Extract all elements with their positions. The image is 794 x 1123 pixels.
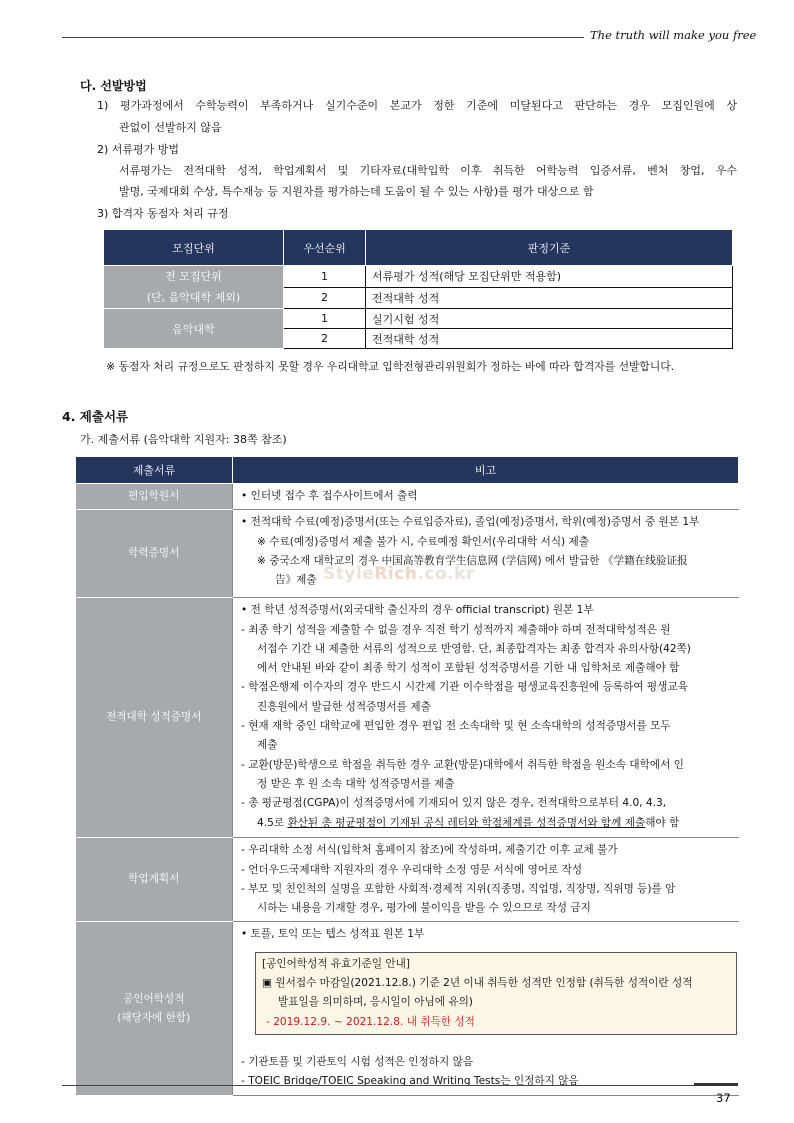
remark-line: 서접수 기간 내 제출한 서류의 성적으로 반영함. 단, 최종합격자는 최종 합격자 유의사항(42쪽) [257,642,691,655]
rank-cell: 1 [284,309,366,329]
group-music: 음악대학 [104,309,284,349]
remark-line: ※ 중국소재 대학교의 경우 中国高等教育学生信息网 (学信网) 에서 발급한 《学籍在线验证报 [257,554,688,567]
row-label-study-plan: 학업계획서 [76,838,233,922]
selection-item-1-line2: 관없이 선발하지 않음 [119,121,222,134]
remark-line: 정 받은 후 원 소속 대학 성적증명서를 제출 [257,777,455,790]
remark-line: • 인터넷 접수 후 접수사이트에서 출력 [241,490,418,502]
footer-mark [694,1083,738,1086]
header-document: 제출서류 [76,457,233,484]
rank-cell: 2 [284,287,366,309]
tie-table-header [104,230,733,266]
table-row [76,598,739,838]
header-unit: 모집단위 [104,230,284,266]
header-rule [62,37,584,38]
section-title-selection: 다. 선발방법 [80,79,147,93]
remark-text: 해야 함 [645,816,680,829]
remark-line: - 우리대학 소정 서식(입학처 홈페이지 참조)에 작성하며, 제출기간 이후 교체 불가 [241,844,618,857]
watermark-part: Rich [374,564,418,584]
remark-line: - 현재 재학 중인 대학교에 편입한 경우 편입 전 소속대학 및 현 소속대학의 성적증명서를 모두 [241,720,671,733]
remark-line: 진흥원에서 발급한 성적증명서를 제출 [257,700,431,713]
selection-item-2-line1: 서류평가는 전적대학 성적, 학업계획서 및 기타자료(대학입학 이후 취득한 어학능력 입증서류, 벤처 창업, 우수 [119,164,737,177]
header-remarks: 비고 [233,457,739,484]
remark-line: • 토플, 토익 또는 텝스 성적표 원본 1부 [241,928,425,941]
remark-line: - 기관토플 및 기관토익 시험 성적은 인정하지 않음 [241,1055,474,1068]
tie-breaker-table [103,229,733,349]
remark-line: ※ 수료(예정)증명서 제출 불가 시, 수료예정 확인서(우리대학 서식) 제출 [257,535,590,548]
remark-line: 시하는 내용을 기재할 경우, 평가에 불이익을 받을 수 있으므로 작성 금지 [257,902,591,915]
remark-line: - TOEIC Bridge/TOEIC Speaking and Writing Tests는 인정하지 않음 [241,1075,579,1088]
group-all-units-line1: 전 모집단위 [165,270,222,283]
documents-table-header [76,457,739,484]
selection-item-2-title: 2) 서류평가 방법 [97,143,180,156]
row-body-transcript [233,598,739,838]
criterion-cell: 전적대학 성적 [366,287,733,309]
notice-date-range: - 2019.12.9. ~ 2021.12.8. 내 취득한 성적 [266,1015,475,1028]
footer-rule [62,1085,738,1086]
remark-line: 告》제출 [275,574,317,587]
group-all-units [104,266,284,309]
group-all-units-line2: (단, 음악대학 제외) [146,291,241,304]
table-row [76,510,739,598]
selection-item-2-line2: 발명, 국제대회 수상, 특수재능 등 지원자를 평가하는데 도움이 될 수 있는 사항)를 평가 대상으로 함 [119,185,594,198]
table-row [76,922,739,1095]
rank-cell: 1 [284,266,366,288]
notice-line: ▣ 원서접수 마감일(2021.12.8.) 기준 2년 이내 취득한 성적만 인정함 (취득한 성적이란 성적 [262,977,693,990]
criterion-cell: 실기시험 성적 [366,309,733,329]
row-body-application [233,484,739,510]
notice-line: 발표일을 의미하며, 응시일이 아님에 유의) [278,996,473,1009]
watermark-part: .co.kr [417,564,475,584]
rank-cell: 2 [284,329,366,349]
header-rank: 우선순위 [284,230,366,266]
selection-item-3-title: 3) 합격자 동점자 처리 규정 [97,207,229,220]
header-criterion: 판정기준 [366,230,733,266]
watermark-part: Style [323,564,375,584]
row-body-study-plan [233,838,739,922]
table-row [76,484,739,510]
label-line1: 공인어학성적 [123,992,185,1005]
remark-line: • 전적대학 수료(예정)증명서(또는 수료입증자료), 졸업(예정)증명서, 학위(예정)증명서 중 원본 1부 [241,516,700,529]
remark-line: - 언더우드국제대학 지원자의 경우 우리대학 소정 영문 서식에 영어로 작성 [241,863,583,876]
row-label-application: 편입학원서 [76,484,233,510]
validity-notice-box [255,952,737,1035]
table-row [76,838,739,922]
remark-line: 제출 [257,739,278,752]
row-label-education: 학력증명서 [76,510,233,598]
documents-table [75,456,739,1096]
table-row [104,309,733,329]
remark-line: - 부모 및 친인척의 실명을 포함한 사회적·경제적 지위(직종명, 직업명, 직장명, 직위명 등)를 암 [241,882,676,895]
remark-line: 에서 안내된 바와 같이 최종 학기 성적이 포함된 성적증명서를 기한 내 입학처로 제출해야 함 [257,662,680,675]
row-body-language-score [233,922,739,1095]
criterion-cell: 서류평가 성적(해당 모집단위만 적용함) [366,266,733,288]
remark-line: - 교환(방문)학생으로 학점을 취득한 경우 교환(방문)대학에서 취득한 학점을 원소속 대학에서 인 [241,758,684,771]
remark-line [241,814,731,833]
page-number: 37 [716,1091,731,1105]
remark-line: • 전 학년 성적증명서(외국대학 출신자의 경우 official transcript) 원본 1부 [241,604,594,617]
remark-text: 4.5로 [257,816,288,829]
row-body-education [233,510,739,598]
documents-subtitle: 가. 제출서류 (음악대학 지원자: 38쪽 참조) [80,433,287,446]
row-label-transcript: 전적대학 성적증명서 [76,598,233,838]
remark-underlined-text: 환산된 총 평균평점이 기재된 공식 레터와 학점체계를 성적증명서와 함께 제출 [287,816,646,829]
row-label-language-score [76,922,233,1095]
section-title-documents: 4. 제출서류 [62,409,129,424]
header-motto: The truth will make you free [590,28,757,42]
tie-note: ※ 동점자 처리 규정으로도 판정하지 못할 경우 우리대학교 입학전형관리위원회가 정하는 바에 따라 합격자를 선발합니다. [106,360,675,373]
notice-title: [공인어학성적 유효기준일 안내] [262,957,411,970]
remark-line: - 최종 학기 성적을 제출할 수 없을 경우 직전 학기 성적까지 제출해야 하며 전적대학성적은 원 [241,623,671,636]
selection-item-1-line1: 1) 평가과정에서 수학능력이 부족하거나 실기수준이 본교가 정한 기준에 미달된다고 판단하는 경우 모집인원에 상 [97,99,737,112]
table-row [104,266,733,288]
remark-line: - 총 평균평점(CGPA)이 성적증명서에 기재되어 있지 않은 경우, 전적대학으로부터 4.0, 4.3, [241,797,667,810]
remark-line: - 학점은행제 이수자의 경우 반드시 시간제 기관 이수학점을 평생교육진흥원에 등록하여 평생교육 [241,681,688,694]
label-line2: (해당자에 한함) [117,1011,191,1024]
watermark [323,564,475,584]
criterion-cell: 전적대학 성적 [366,329,733,349]
